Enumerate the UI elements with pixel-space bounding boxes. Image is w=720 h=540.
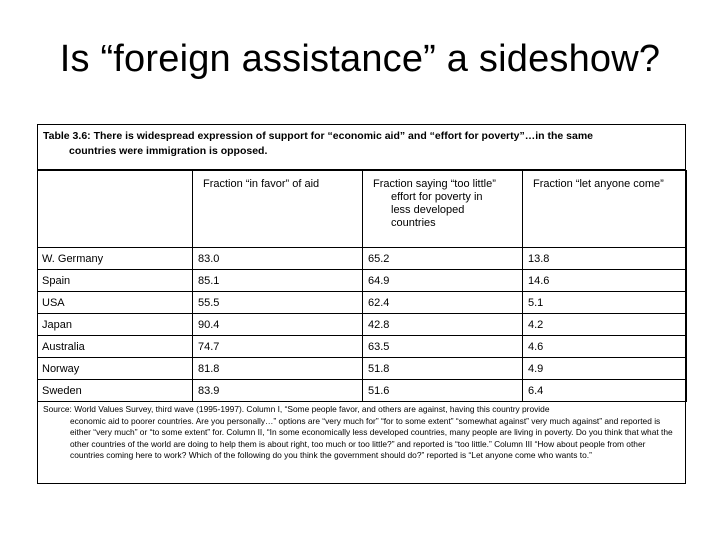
column-header-country — [38, 171, 193, 248]
poverty-cell: 51.6 — [363, 380, 523, 402]
poverty-cell: 62.4 — [363, 292, 523, 314]
country-cell: W. Germany — [38, 248, 193, 270]
caption-line-1: Table 3.6: There is widespread expression of support for “economic aid” and “effort for poverty”…in the same — [43, 130, 594, 142]
table-row — [38, 248, 687, 270]
aid-cell: 83.9 — [193, 380, 363, 402]
aid-cell: 83.0 — [193, 248, 363, 270]
table-row — [38, 270, 687, 292]
table-row — [38, 358, 687, 380]
country-cell: Spain — [38, 270, 193, 292]
let-anyone-come-cell: 4.9 — [523, 358, 687, 380]
country-cell: Norway — [38, 358, 193, 380]
source-line-1: Source: World Values Survey, third wave (1995-1997). Column I, “Some people favor, and others are against, having this country provide — [43, 404, 550, 414]
aid-cell: 55.5 — [193, 292, 363, 314]
poverty-cell: 64.9 — [363, 270, 523, 292]
caption-line-2: countries were immigration is opposed. — [69, 145, 268, 157]
column-header-let-anyone-come: Fraction “let anyone come” — [523, 171, 687, 248]
column-header-poverty: Fraction saying “too little” effort for poverty in less developed countries — [363, 171, 523, 248]
country-cell: Australia — [38, 336, 193, 358]
table-row — [38, 292, 687, 314]
let-anyone-come-cell: 4.2 — [523, 314, 687, 336]
source-continuation: economic aid to poorer countries. Are you personally…” options are “very much for” “for to some extent” “somewhat against” very much against” and reported is either “very much” or “to some extent” for. Column II, “In some economically less developed countries, many people are living in poverty. Do you think that what the other countries of the world are doing to help them is about right, too much or too little?” and reported is “too little.” Column III “How about people from other countries coming here to work? Which of the following do you think the government should do?” reported is “Let anyone come who wants to.” — [70, 415, 673, 460]
slide-title: Is “foreign assistance” a sideshow? — [59, 38, 661, 80]
let-anyone-come-cell: 6.4 — [523, 380, 687, 402]
aid-cell: 81.8 — [193, 358, 363, 380]
poverty-cell: 42.8 — [363, 314, 523, 336]
country-cell: USA — [38, 292, 193, 314]
country-cell: Japan — [38, 314, 193, 336]
let-anyone-come-cell: 4.6 — [523, 336, 687, 358]
table-caption — [37, 124, 686, 170]
table-row — [38, 314, 687, 336]
poverty-cell: 51.8 — [363, 358, 523, 380]
aid-cell: 74.7 — [193, 336, 363, 358]
aid-cell: 90.4 — [193, 314, 363, 336]
column-header-aid: Fraction “in favor” of aid — [193, 171, 363, 248]
poverty-cell: 65.2 — [363, 248, 523, 270]
data-table — [37, 170, 687, 402]
table-row — [38, 336, 687, 358]
let-anyone-come-cell: 13.8 — [523, 248, 687, 270]
table-header-row — [38, 171, 687, 248]
source-note — [37, 401, 686, 465]
let-anyone-come-cell: 14.6 — [523, 270, 687, 292]
aid-cell: 85.1 — [193, 270, 363, 292]
table-row — [38, 380, 687, 402]
country-cell: Sweden — [38, 380, 193, 402]
let-anyone-come-cell: 5.1 — [523, 292, 687, 314]
poverty-cell: 63.5 — [363, 336, 523, 358]
